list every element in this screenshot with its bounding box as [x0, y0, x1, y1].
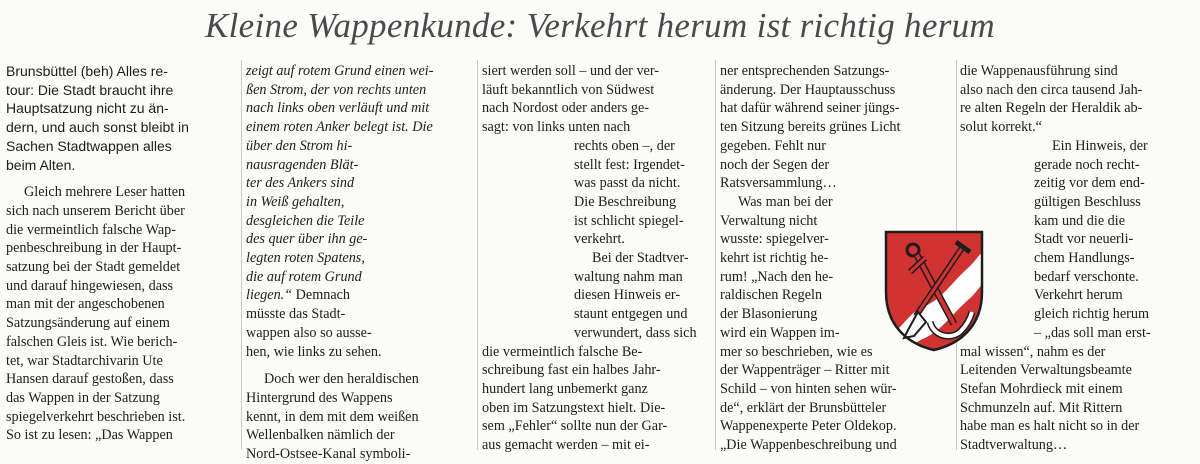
text-line: die vermeintlich falsche Wap-	[6, 221, 176, 238]
text-line: läuft bekanntlich von Südwest	[482, 81, 655, 98]
text-line: sagt: von links unten nach	[482, 119, 631, 136]
text-line: verwundert, dass sich	[574, 324, 697, 341]
text-line: kam und die die	[1034, 212, 1126, 229]
text-line: bedarf verschonte.	[1034, 268, 1139, 285]
text-line: hundert lang unbemerkt ganz	[482, 380, 648, 397]
text-line: Schmunzeln auf. Mit Rittern	[960, 399, 1123, 416]
text-line: Satzungsänderung auf einem	[6, 315, 170, 332]
column-rule	[715, 60, 716, 450]
text-line: kennt, in dem mit dem weißen	[246, 408, 419, 425]
text-line: dern, und auch sonst bleibt in	[6, 119, 189, 136]
text-line: man mit der angeschobenen	[6, 296, 165, 313]
text-line: oben im Satzungstext hielt. Die-	[482, 399, 666, 416]
text-line: über den Strom hi-	[246, 137, 353, 154]
text-line: schreibung fast ein halbes Jahr-	[482, 362, 661, 379]
text-line: satzung bei der Stadt gemeldet	[6, 259, 181, 276]
text-line: falschen Gleis ist. Wie berich-	[6, 333, 178, 350]
text-line: de“, erklärt der Brunsbütteler	[720, 399, 887, 416]
text-line: hen, wie links zu sehen.	[246, 343, 382, 360]
text-line: aus gemacht werden – mit ei-	[482, 437, 650, 454]
text-line: Die Beschreibung	[574, 193, 677, 210]
text-line: änderung. Der Hauptausschuss	[720, 81, 896, 98]
wrapped-block	[574, 137, 710, 343]
headline: Kleine Wappenkunde: Verkehrt herum ist richtig herum	[205, 6, 995, 45]
text-line: beim Alten.	[6, 156, 76, 173]
text-line	[246, 286, 474, 305]
text-line: Schild – von hinten sehen wür-	[720, 380, 897, 397]
text-line: So ist zu lesen: „Das Wappen	[6, 427, 173, 444]
text-line: spiegelverkehrt beschrieben ist.	[6, 408, 186, 425]
text-line: Leitenden Verwaltungsbeamte	[960, 362, 1132, 379]
text-line: Verkehrt herum	[1034, 287, 1123, 304]
text-line: stellt fest: Irgendet-	[574, 156, 685, 173]
text-line: wird ein Wappen im-	[720, 324, 840, 341]
text-line: gegeben. Fehlt nur	[720, 137, 826, 154]
text-line: tour: Die Stadt braucht ihre	[6, 81, 174, 98]
text-line: was passt da nicht.	[574, 175, 681, 192]
text-line: ßen Strom, der von rechts unten	[246, 81, 427, 98]
text-line: Sachen Stadtwappen alles	[6, 137, 172, 154]
wrapped-block	[720, 137, 872, 343]
column-rule	[477, 60, 478, 450]
text-line: re alten Regeln der Heraldik ab-	[960, 100, 1143, 117]
text-line: Stadt vor neuerli-	[1034, 231, 1134, 248]
column-5	[960, 62, 1194, 455]
text-line: Wappenexperte Peter Oldekop.	[720, 418, 897, 435]
text-line: legten roten Spatens,	[246, 250, 365, 267]
text-line: einem roten Anker belegt ist. Die	[246, 119, 433, 136]
text-line: ner entsprechenden Satzungs-	[720, 63, 890, 79]
text-line: müsste das Stadt-	[246, 306, 346, 323]
text-line: Was man bei der	[738, 193, 833, 210]
text-line: sem „Fehler“ sollte nun der Gar-	[482, 418, 668, 435]
text-line: das Wappen in der Satzung	[6, 389, 160, 406]
text-line: also nach den circa tausend Jah-	[960, 81, 1143, 98]
text-line: des quer über ihn ge-	[246, 231, 368, 248]
text-line: Hansen darauf gestoßen, dass	[6, 371, 174, 388]
text-line: Hintergrund des Wappens	[246, 389, 393, 406]
text-line: in Weiß gehalten,	[246, 193, 345, 210]
text-line: siert werden soll – und der ver-	[482, 63, 660, 79]
text-line: Hauptsatzung nicht zu än-	[6, 100, 169, 117]
text-line: noch der Segen der	[720, 156, 830, 173]
text-line: und darauf hingewiesen, dass	[6, 277, 174, 294]
text-line: Stefan Mohrdieck mit einem	[960, 380, 1123, 397]
column-3	[482, 62, 710, 455]
text-line: Nord-Ostsee-Kanal symboli-	[246, 446, 411, 463]
text-line: mer so beschrieben, wie es	[720, 343, 873, 360]
text-line: Wellenbalken nämlich der	[246, 427, 395, 444]
text-line: gerade noch recht-	[1034, 156, 1140, 173]
text-line: waltung nahm man	[574, 268, 683, 285]
column-1	[6, 62, 238, 445]
text-line: der Wappenträger – Ritter mit	[720, 362, 890, 379]
text-line: nausragenden Blät-	[246, 156, 359, 173]
text-line: nach links oben verläuft und mit	[246, 100, 430, 117]
text-line: rum! „Nach den he-	[720, 268, 834, 285]
text-line: diesen Hinweis er-	[574, 287, 681, 304]
text-line: – „das soll man erst-	[1034, 324, 1151, 341]
text-line: Brunsbüttel (beh) Alles re-	[6, 63, 168, 79]
quote-continuation: Demnach	[292, 287, 351, 304]
text-line: „Die Wappenbeschreibung und	[720, 437, 897, 454]
text-line: tet, war Stadtarchivarin Ute	[6, 352, 163, 369]
text-line: solut korrekt.“	[960, 119, 1042, 136]
wrapped-block	[1034, 137, 1194, 343]
text-line: Gleich mehrere Leser hatten	[24, 184, 186, 201]
body-paragraph	[6, 183, 238, 445]
text-line: hat dafür während seiner jüngs-	[720, 100, 900, 117]
text-line: der Blasonierung	[720, 306, 818, 323]
text-line: sich nach unserem Bericht über	[6, 202, 185, 219]
text-line: wappen also so ausse-	[246, 324, 372, 341]
quote-paragraph	[246, 62, 474, 286]
text-line: ten Sitzung bereits grünes Licht	[720, 119, 901, 136]
text-line: ist schlicht spiegel-	[574, 212, 684, 229]
lead-paragraph	[6, 62, 238, 174]
text-line: chem Handlungs-	[1034, 250, 1135, 267]
quote-end: liegen.“	[246, 287, 293, 304]
text-line: Stadtverwaltung…	[960, 437, 1068, 454]
text-line: Bei der Stadtver-	[592, 250, 689, 267]
text-line: die Wappenausführung sind	[960, 63, 1118, 79]
text-line: gleich richtig herum	[1034, 306, 1150, 323]
text-line: desgleichen die Teile	[246, 212, 365, 229]
text-line: zeigt auf rotem Grund einen wei-	[246, 63, 434, 79]
column-rule	[241, 60, 242, 450]
text-line: raldischen Regeln	[720, 287, 823, 304]
text-line: habe man es halt nicht so in der	[960, 418, 1140, 435]
text-line: staunt entgegen und	[574, 306, 688, 323]
column-2	[246, 62, 474, 464]
text-line: wusste: spiegelver-	[720, 231, 829, 248]
text-line: Ratsversammlung…	[720, 175, 837, 192]
text-line: Doch wer den heraldischen	[264, 371, 419, 388]
text-line: gültigen Beschluss	[1034, 193, 1141, 210]
text-line: die auf rotem Grund	[246, 268, 362, 285]
text-line: nach Nordost oder anders ge-	[482, 100, 650, 117]
text-line: ter des Ankers sind	[246, 175, 355, 192]
text-line: mal wissen“, nahm es der	[960, 343, 1106, 360]
text-line: Ein Hinweis, der	[1052, 137, 1148, 154]
text-line: Verwaltung nicht	[720, 212, 818, 229]
text-line: kehrt ist richtig he-	[720, 250, 829, 267]
text-line: rechts oben –, der	[574, 137, 675, 154]
text-line: penbeschreibung in der Haupt-	[6, 240, 182, 257]
text-line: die vermeintlich falsche Be-	[482, 343, 643, 360]
text-line: zeitig vor dem end-	[1034, 175, 1145, 192]
text-line: verkehrt.	[574, 231, 625, 248]
